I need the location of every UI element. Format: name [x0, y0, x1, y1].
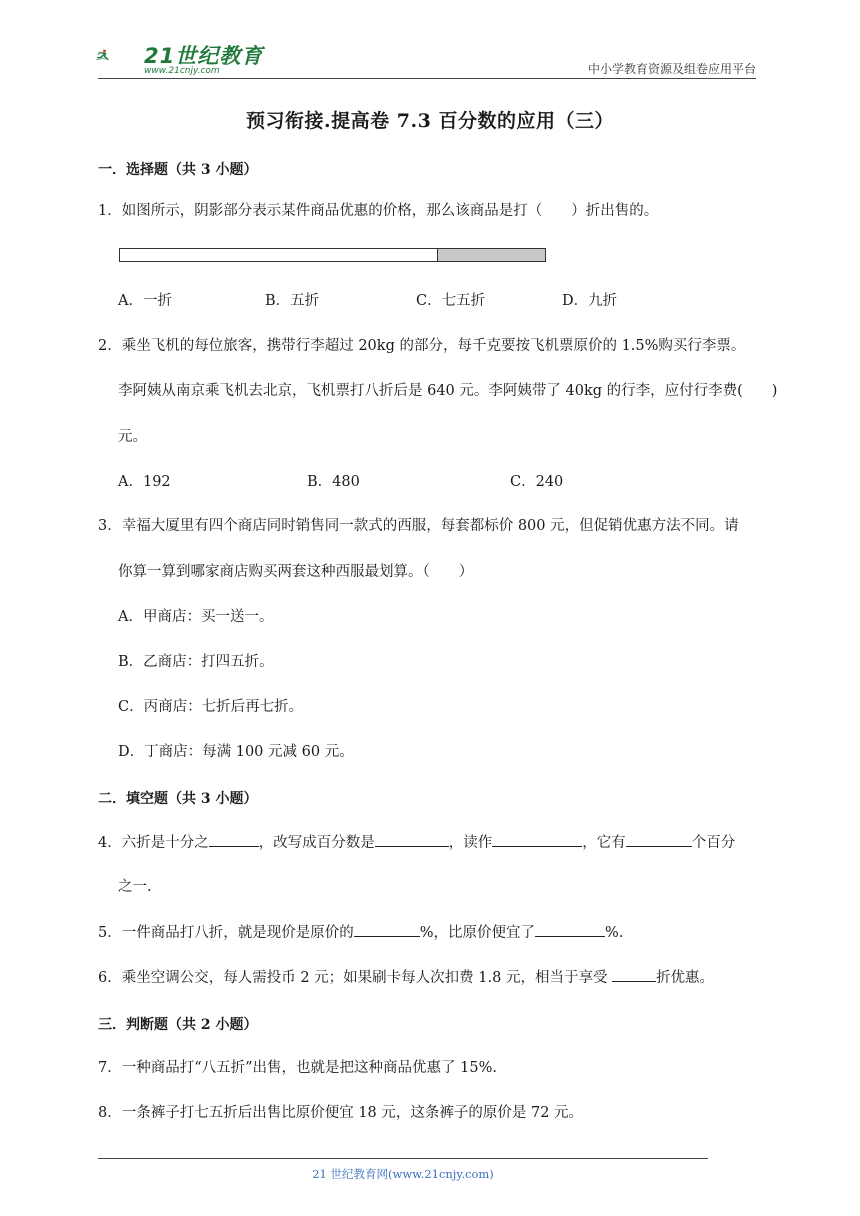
q4-blank-1 [209, 832, 259, 847]
q4-part-5: 个百分 [691, 835, 736, 851]
price-bar-unshaded [119, 248, 438, 262]
q6-blank-1 [612, 967, 656, 982]
q4-part-2: ，改写成百分数是 [258, 835, 375, 851]
price-bar-shaded [438, 248, 546, 262]
logo-runner-icon [96, 34, 144, 76]
q4-part-3: ，读作 [448, 835, 493, 851]
q1-option-a: A．一折 [118, 293, 172, 309]
q3-option-a: A．甲商店：买一送一。 [118, 609, 274, 625]
q3-option-b: B．乙商店：打四五折。 [118, 654, 274, 670]
q1-option-b: B．五折 [265, 293, 320, 309]
q4-blank-3 [492, 832, 582, 847]
question-5 [98, 922, 623, 943]
logo-url: www.21cnjy.com [144, 66, 220, 76]
question-8: 8．一条裤子打七五折后出售比原价便宜 18 元，这条裤子的原价是 72 元。 [98, 1105, 584, 1121]
footer-link[interactable]: 21 世纪教育网(www.21cnjy.com) [312, 1167, 494, 1181]
question-2-line-3: 元。 [118, 429, 147, 445]
q1-option-c: C．七五折 [416, 293, 486, 309]
q5-blank-2 [535, 922, 605, 937]
logo-text: 21世纪教育 [144, 44, 264, 68]
q6-part-2: 折优惠。 [656, 970, 715, 986]
section-heading-choice: 一．选择题（共 3 小题） [98, 162, 258, 178]
question-1-text: 1．如图所示，阴影部分表示某件商品优惠的价格，那么该商品是打（ ）折出售的。 [98, 203, 659, 219]
q3-option-c: C．丙商店：七折后再七折。 [118, 699, 304, 715]
question-4-line-1 [98, 832, 735, 853]
q5-part-3: %. [605, 925, 624, 941]
section-heading-fill: 二．填空题（共 3 小题） [98, 791, 258, 807]
platform-name: 中小学教育资源及组卷应用平台 [587, 62, 756, 76]
q4-blank-4 [626, 832, 692, 847]
q4-blank-2 [375, 832, 449, 847]
page-title: 预习衔接.提高卷 7.3 百分数的应用（三） [246, 110, 614, 132]
footer-divider [98, 1158, 708, 1159]
question-2-line-2: 李阿姨从南京乘飞机去北京，飞机票打八折后是 640 元。李阿姨带了 40kg 的行李，应付行李费( ) [118, 383, 778, 399]
q2-option-c: C．240 [510, 474, 564, 490]
question-3-line-1: 3．幸福大厦里有四个商店同时销售同一款式的西服，每套都标价 800 元，但促销优惠方法不同。请 [98, 518, 739, 534]
q5-part-2: %，比原价便宜了 [419, 925, 536, 941]
q6-part-1: 6．乘坐空调公交，每人需投币 2 元；如果刷卡每人次扣费 1.8 元，相当于享受 [98, 970, 613, 986]
question-6 [98, 967, 714, 988]
question-2-line-1: 2．乘坐飞机的每位旅客，携带行李超过 20kg 的部分，每千克要按飞机票原价的 1.5%购买行李票。 [98, 338, 746, 354]
q5-blank-1 [354, 922, 420, 937]
q3-option-d: D．丁商店：每满 100 元减 60 元。 [118, 744, 354, 760]
q2-option-a: A．192 [118, 474, 171, 490]
question-3-line-2: 你算一算到哪家商店购买两套这种西服最划算。（ ） [118, 564, 474, 580]
q2-option-b: B．480 [307, 474, 360, 490]
q1-option-d: D．九折 [562, 293, 618, 309]
header-divider [98, 78, 756, 79]
question-7: 7．一种商品打“八五折”出售，也就是把这种商品优惠了 15%. [98, 1060, 497, 1076]
q5-part-1: 5．一件商品打八折，就是现价是原价的 [98, 925, 354, 941]
q4-part-4: ，它有 [582, 835, 626, 851]
q4-part-1: 4．六折是十分之 [98, 835, 209, 851]
question-4-line-2: 之一. [118, 879, 152, 895]
section-heading-judge: 三．判断题（共 2 小题） [98, 1017, 258, 1033]
